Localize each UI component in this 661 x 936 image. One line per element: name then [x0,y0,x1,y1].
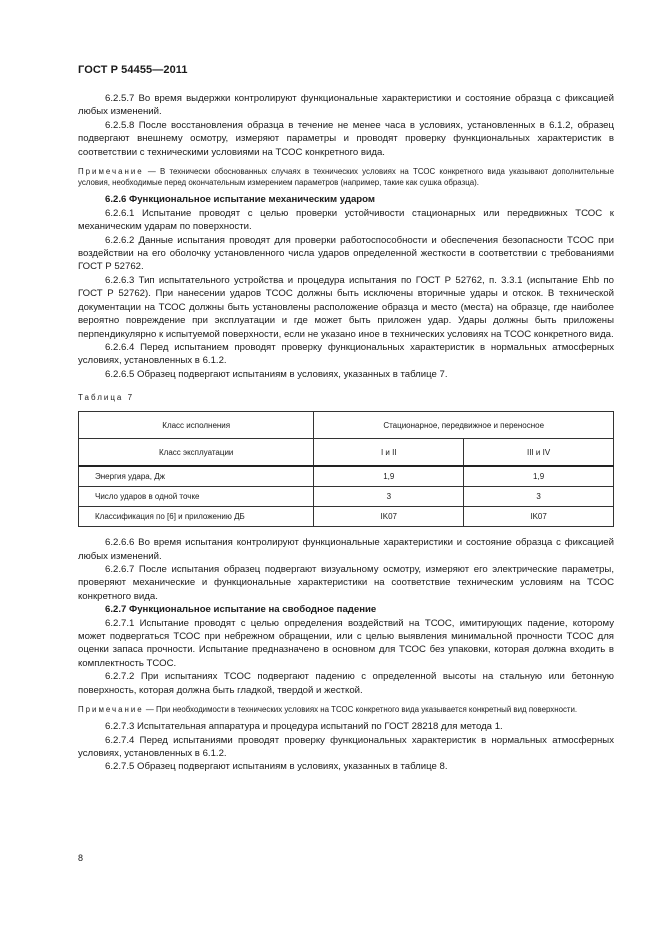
after-table-block [78,536,614,774]
paragraph-6-2-7-2: 6.2.7.2 При испытаниях ТСОС подвергают падению с определенной высоты на стальную или бетонную поверхность, которая должна быть гладкой, твердой и жесткой. [78,671,614,696]
row-label: Энергия удара, Дж [79,466,314,487]
document-header: ГОСТ Р 54455—2011 [78,64,188,76]
row-value: IK07 [314,507,464,527]
header-stationary: Стационарное, передвижное и переносное [314,412,614,439]
paragraph-6-2-6-7: 6.2.6.7 После испытания образец подвергают визуальному осмотру, измеряют его электрические параметры, проверяют механические и функциональные характеристики на соответствие техническим условиям на ТСОС конкретного вида. [78,563,614,602]
row-value: IK07 [464,507,614,527]
note-2-label: Примечание [78,705,144,714]
note-1-label: Примечание [78,167,144,177]
paragraph-6-2-6-1: 6.2.6.1 Испытание проводят с целью проверки устойчивости стационарных или передвижных ТСОС к механическим ударам по поверхности. [78,207,614,233]
paragraph-6-2-6-6: 6.2.6.6 Во время испытания контролируют функциональные характеристики и состояние образца с фиксацией любых изменений. [78,537,614,562]
row-value: 3 [314,487,464,507]
paragraph-6-2-6-3: 6.2.6.3 Тип испытательного устройства и процедура испытания по ГОСТ Р 52762, п. 3.3.1 (испытание Ehb по ГОСТ Р 52762). При нанесении ударов ТСОС должны быть исключены вторичные удары и отскок. В технической документации на ТСОС должны быть установлены расположение образца и место (места) на образце, где наиболее вероятно повреждение при эксплуатации и где может быть приложен удар. Удары должны быть приложены перпендикулярно к испытуемой поверхности, если не указано иное в технических условиях на ТСОС конкретного вида. [78,274,614,340]
table-7-caption: Таблица 7 [78,393,135,403]
header-class-3-4: III и IV [464,439,614,467]
note-1 [78,166,614,188]
paragraph-6-2-6-2: 6.2.6.2 Данные испытания проводят для проверки работоспособности и обеспечения безопасности ТСОС при воздействии на его оболочку установленного числа ударов определенной жесткости в соответствии с требованиями ГОСТ Р 52762. [78,234,614,273]
document-page [78,64,614,774]
row-value: 1,9 [464,466,614,487]
paragraph-6-2-6-5: 6.2.6.5 Образец подвергают испытаниям в условиях, указанных в таблице 7. [105,368,448,380]
section-heading-6-2-6: 6.2.6 Функциональное испытание механическим ударом [105,194,375,206]
table-row [79,466,614,487]
note-2-text: — При необходимости в технических условиях на ТСОС конкретного вида указывается конкретный вид поверхности. [143,705,578,714]
page-number: 8 [78,853,84,863]
note-2 [78,704,614,715]
table-header-row [79,439,614,467]
paragraph-6-2-5-8: 6.2.5.8 После восстановления образца в течение не менее часа в условиях, установленных в 6.1.2, образец подвергают внешнему осмотру, измеряют параметры и проводят проверку функциональных характеристик в соответствии с техническими условиями на ТСОС конкретного вида. [78,119,614,158]
note-1-text: — В технически обоснованных случаях в технических условиях на ТСОС конкретного вида указывают дополнительные условия, необходимые перед окончательным измерением параметров (например, такие как сушка образца). [78,167,614,188]
header-class-oper: Класс эксплуатации [79,439,314,467]
table-row [79,507,614,527]
paragraph-6-2-7-5: 6.2.7.5 Образец подвергают испытаниям в условиях, указанных в таблице 8. [105,761,448,773]
paragraph-6-2-7-3: 6.2.7.3 Испытательная аппаратура и процедура испытаний по ГОСТ 28218 для метода 1. [105,721,503,733]
row-value: 1,9 [314,466,464,487]
table-header-row [79,412,614,439]
row-label: Классификация по [6] и приложению ДБ [79,507,314,527]
section-heading-6-2-7: 6.2.7 Функциональное испытание на свободное падение [105,604,377,616]
table-row [79,487,614,507]
header-class-exec: Класс исполнения [79,412,314,439]
paragraph-6-2-7-4: 6.2.7.4 Перед испытаниями проводят проверку функциональных характеристик в нормальных атмосферных условиях, установленных в 6.1.2. [78,734,614,760]
row-value: 3 [464,487,614,507]
paragraph-6-2-5-7: 6.2.5.7 Во время выдержки контролируют функциональные характеристики и состояние образца с фиксацией любых изменений. [78,93,614,118]
table-7 [78,411,614,527]
row-label: Число ударов в одной точке [79,487,314,507]
paragraph-6-2-6-4: 6.2.6.4 Перед испытанием проводят проверку функциональных характеристик в нормальных атмосферных условиях, установленных в 6.1.2. [78,341,614,367]
paragraph-6-2-7-1: 6.2.7.1 Испытание проводят с целью определения воздействий на ТСОС, имитирующих падение, которому может подвергаться ТСОС при небрежном обращении, или с целью выявления минимальной прочности ТСОС для оценки запаса прочности. Испытание предназначено в основном для ТСОС без упаковки, которая должна входить в комплектность ТСОС. [78,617,614,669]
header-class-1-2: I и II [314,439,464,467]
